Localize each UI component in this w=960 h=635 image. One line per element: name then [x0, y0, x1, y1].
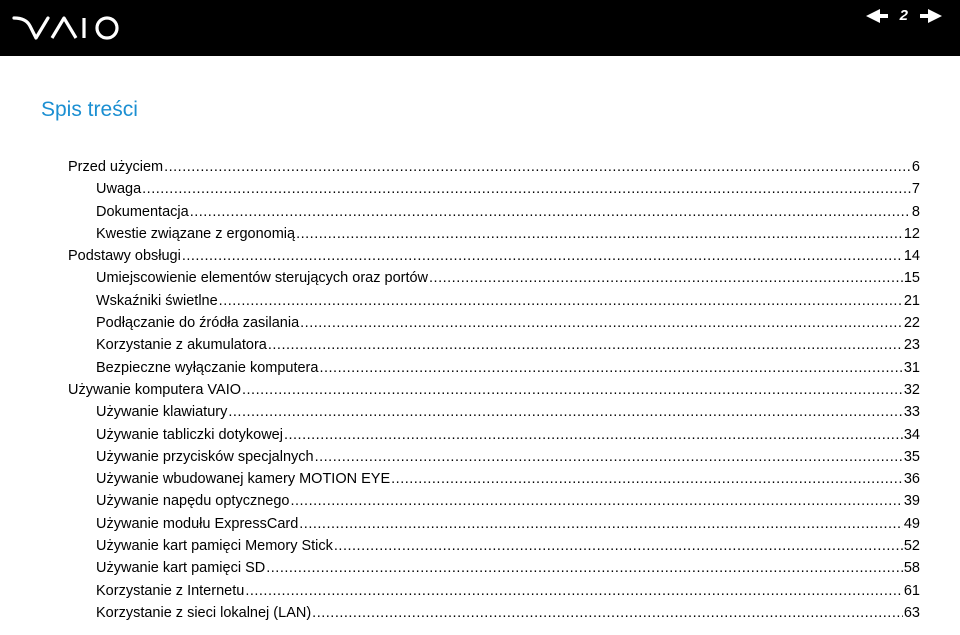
toc-entry-label[interactable]: Umiejscowienie elementów sterujących oraz portów — [96, 270, 429, 287]
toc-entry-label[interactable]: Używanie wbudowanej kamery MOTION EYE — [96, 471, 391, 488]
page-number: 2 — [899, 7, 908, 24]
toc-entry-label[interactable]: Podstawy obsługi — [68, 248, 181, 265]
toc-entry[interactable] — [68, 379, 920, 401]
toc-entry[interactable] — [68, 290, 920, 312]
toc-entry-page[interactable]: 23 — [903, 337, 920, 354]
toc-entry[interactable] — [68, 334, 920, 356]
toc-leader-dots — [266, 557, 903, 579]
toc-entry-label[interactable]: Uwaga — [96, 181, 142, 198]
toc-leader-dots — [268, 334, 903, 356]
toc-entry-page[interactable]: 36 — [903, 471, 920, 488]
page-navigation — [866, 7, 942, 25]
toc-entry-label[interactable]: Korzystanie z Internetu — [96, 582, 245, 599]
arrow-left-icon[interactable] — [866, 9, 888, 23]
toc-entry-label[interactable]: Używanie klawiatury — [96, 404, 228, 421]
header-bar — [0, 0, 960, 56]
toc-entry[interactable] — [68, 468, 920, 490]
toc-entry-label[interactable]: Używanie napędu optycznego — [96, 493, 290, 510]
toc-leader-dots — [284, 424, 903, 446]
page-title: Spis treści — [41, 98, 138, 121]
toc-entry[interactable] — [68, 201, 920, 223]
toc-entry[interactable] — [68, 602, 920, 624]
toc-leader-dots — [334, 535, 903, 557]
toc-leader-dots — [190, 201, 911, 223]
toc-leader-dots — [242, 379, 903, 401]
toc-entry[interactable] — [68, 535, 920, 557]
toc-entry[interactable] — [68, 424, 920, 446]
toc-entry-label[interactable]: Korzystanie z sieci lokalnej (LAN) — [96, 604, 312, 621]
toc-leader-dots — [182, 245, 903, 267]
toc-entry-label[interactable]: Dokumentacja — [96, 203, 189, 220]
toc-leader-dots — [219, 290, 903, 312]
toc-entry-label[interactable]: Korzystanie z akumulatora — [96, 337, 267, 354]
table-of-contents — [68, 156, 920, 624]
toc-leader-dots — [228, 401, 903, 423]
toc-entry-page[interactable]: 14 — [903, 248, 920, 265]
toc-entry-page[interactable]: 8 — [911, 203, 920, 220]
toc-entry[interactable] — [68, 446, 920, 468]
toc-entry-page[interactable]: 33 — [903, 404, 920, 421]
toc-entry-page[interactable]: 61 — [903, 582, 920, 599]
toc-entry[interactable] — [68, 223, 920, 245]
toc-entry-label[interactable]: Podłączanie do źródła zasilania — [96, 315, 300, 332]
toc-entry[interactable] — [68, 245, 920, 267]
toc-entry-label[interactable]: Używanie komputera VAIO — [68, 381, 241, 398]
toc-entry[interactable] — [68, 490, 920, 512]
toc-entry-label[interactable]: Kwestie związane z ergonomią — [96, 225, 296, 242]
toc-entry-page[interactable]: 7 — [911, 181, 920, 198]
toc-entry[interactable] — [68, 401, 920, 423]
toc-entry-page[interactable]: 49 — [903, 515, 920, 532]
toc-entry-page[interactable]: 15 — [903, 270, 920, 287]
toc-entry[interactable] — [68, 357, 920, 379]
toc-entry[interactable] — [68, 267, 920, 289]
toc-entry-label[interactable]: Używanie kart pamięci SD — [96, 560, 266, 577]
toc-entry-page[interactable]: 52 — [903, 538, 920, 555]
toc-entry-page[interactable]: 39 — [903, 493, 920, 510]
toc-leader-dots — [164, 156, 911, 178]
vaio-logo[interactable] — [12, 12, 122, 44]
toc-leader-dots — [315, 446, 903, 468]
toc-entry-page[interactable]: 35 — [903, 448, 920, 465]
toc-entry-page[interactable]: 22 — [903, 315, 920, 332]
toc-leader-dots — [142, 178, 911, 200]
toc-entry-page[interactable]: 34 — [903, 426, 920, 443]
toc-entry-label[interactable]: Używanie kart pamięci Memory Stick — [96, 538, 333, 555]
toc-entry-label[interactable]: Wskaźniki świetlne — [96, 292, 218, 309]
arrow-right-icon[interactable] — [920, 9, 942, 23]
toc-entry-page[interactable]: 21 — [903, 292, 920, 309]
toc-leader-dots — [429, 267, 903, 289]
toc-entry[interactable] — [68, 580, 920, 602]
toc-leader-dots — [290, 490, 902, 512]
toc-entry-label[interactable]: Używanie modułu ExpressCard — [96, 515, 299, 532]
toc-entry-page[interactable]: 32 — [903, 381, 920, 398]
toc-leader-dots — [312, 602, 903, 624]
toc-entry[interactable] — [68, 312, 920, 334]
toc-entry-page[interactable]: 6 — [911, 159, 920, 175]
toc-entry[interactable] — [68, 156, 920, 178]
toc-entry[interactable] — [68, 178, 920, 200]
toc-entry-page[interactable]: 12 — [903, 225, 920, 242]
toc-entry-label[interactable]: Używanie przycisków specjalnych — [96, 448, 314, 465]
toc-leader-dots — [319, 357, 902, 379]
toc-entry[interactable] — [68, 557, 920, 579]
toc-entry-page[interactable]: 63 — [903, 604, 920, 621]
toc-leader-dots — [391, 468, 903, 490]
toc-entry-label[interactable]: Przed użyciem — [68, 159, 164, 175]
toc-leader-dots — [296, 223, 903, 245]
toc-leader-dots — [245, 580, 903, 602]
toc-entry[interactable] — [68, 513, 920, 535]
toc-entry-label[interactable]: Bezpieczne wyłączanie komputera — [96, 359, 319, 376]
toc-leader-dots — [299, 513, 903, 535]
toc-entry-page[interactable]: 58 — [903, 560, 920, 577]
toc-entry-page[interactable]: 31 — [903, 359, 920, 376]
toc-entry-label[interactable]: Używanie tabliczki dotykowej — [96, 426, 283, 443]
toc-leader-dots — [300, 312, 903, 334]
